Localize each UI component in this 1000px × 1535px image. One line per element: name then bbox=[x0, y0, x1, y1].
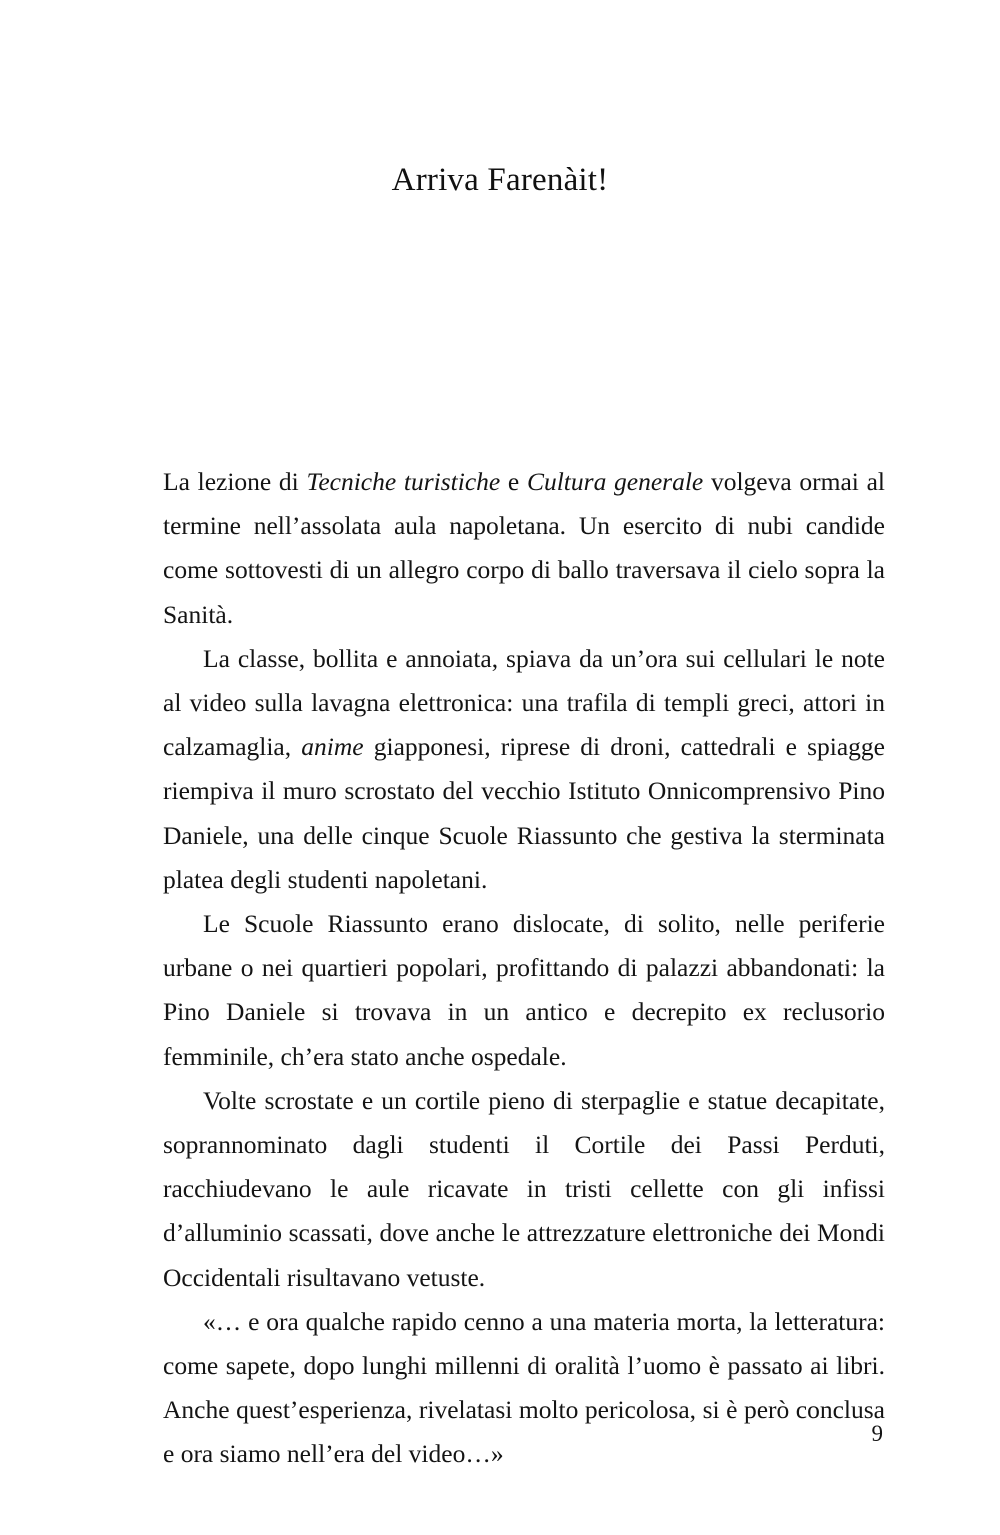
text-run: «… e ora qualche rapido cenno a una materia morta, la letteratura: come sapete, dopo lunghi millenni di oralità l’uomo è passato ai libri. Anche quest’esperienza, rivelatasi molto pericolosa, si è però conclusa e ora siamo nell’era del video…» bbox=[163, 1306, 885, 1469]
paragraph bbox=[163, 902, 885, 1079]
text-run: La lezione di bbox=[163, 467, 307, 496]
italic-run: anime bbox=[301, 732, 364, 762]
page-title: Arriva Farenàit! bbox=[391, 162, 609, 199]
body-text bbox=[163, 460, 885, 1477]
text-run: giapponesi, riprese di droni, cattedrali e spiagge riempiva il muro scrostato del vecchio Istituto Onnicomprensivo Pino Daniele, una delle cinque Scuole Riassunto che gestiva la sterminata platea degli studenti napoletani. bbox=[163, 732, 885, 894]
paragraph bbox=[163, 1300, 885, 1477]
page-number: 9 bbox=[871, 1421, 883, 1446]
italic-run: Tecniche turistiche bbox=[306, 467, 501, 496]
paragraph bbox=[163, 637, 885, 902]
italic-run: Cultura generale bbox=[526, 467, 704, 496]
text-run: Le Scuole Riassunto erano dislocate, di solito, nelle periferie urbane o nei quartieri popolari, profittando di palazzi abbandonati: la Pino Daniele si trovava in un antico e decrepito ex reclusorio femminile, ch’era stato anche ospedale. bbox=[163, 909, 885, 1071]
paragraph bbox=[163, 1079, 885, 1300]
text-run: e bbox=[500, 467, 527, 496]
text-run: Volte scrostate e un cortile pieno di sterpaglie e statue decapitate, soprannominato dagli studenti il Cortile dei Passi Perduti, racchiudevano le aule ricavate in tristi cellette con gli infissi d’alluminio scassati, dove anche le attrezzature elettroniche dei Mondi Occidentali risultavano vetuste. bbox=[163, 1085, 885, 1292]
text-run: La classe, bollita e annoiata, spiava da un’ora sui cellulari le note al video sulla lavagna elettronica: una trafila di templi greci, attori in calzamaglia, bbox=[163, 643, 885, 762]
paragraph bbox=[163, 460, 885, 637]
text-run: volgeva ormai al termine nell’assolata aula napoletana. Un esercito di nubi candide come sottovesti di un allegro corpo di ballo traversava il cielo sopra la Sanità. bbox=[163, 467, 885, 629]
